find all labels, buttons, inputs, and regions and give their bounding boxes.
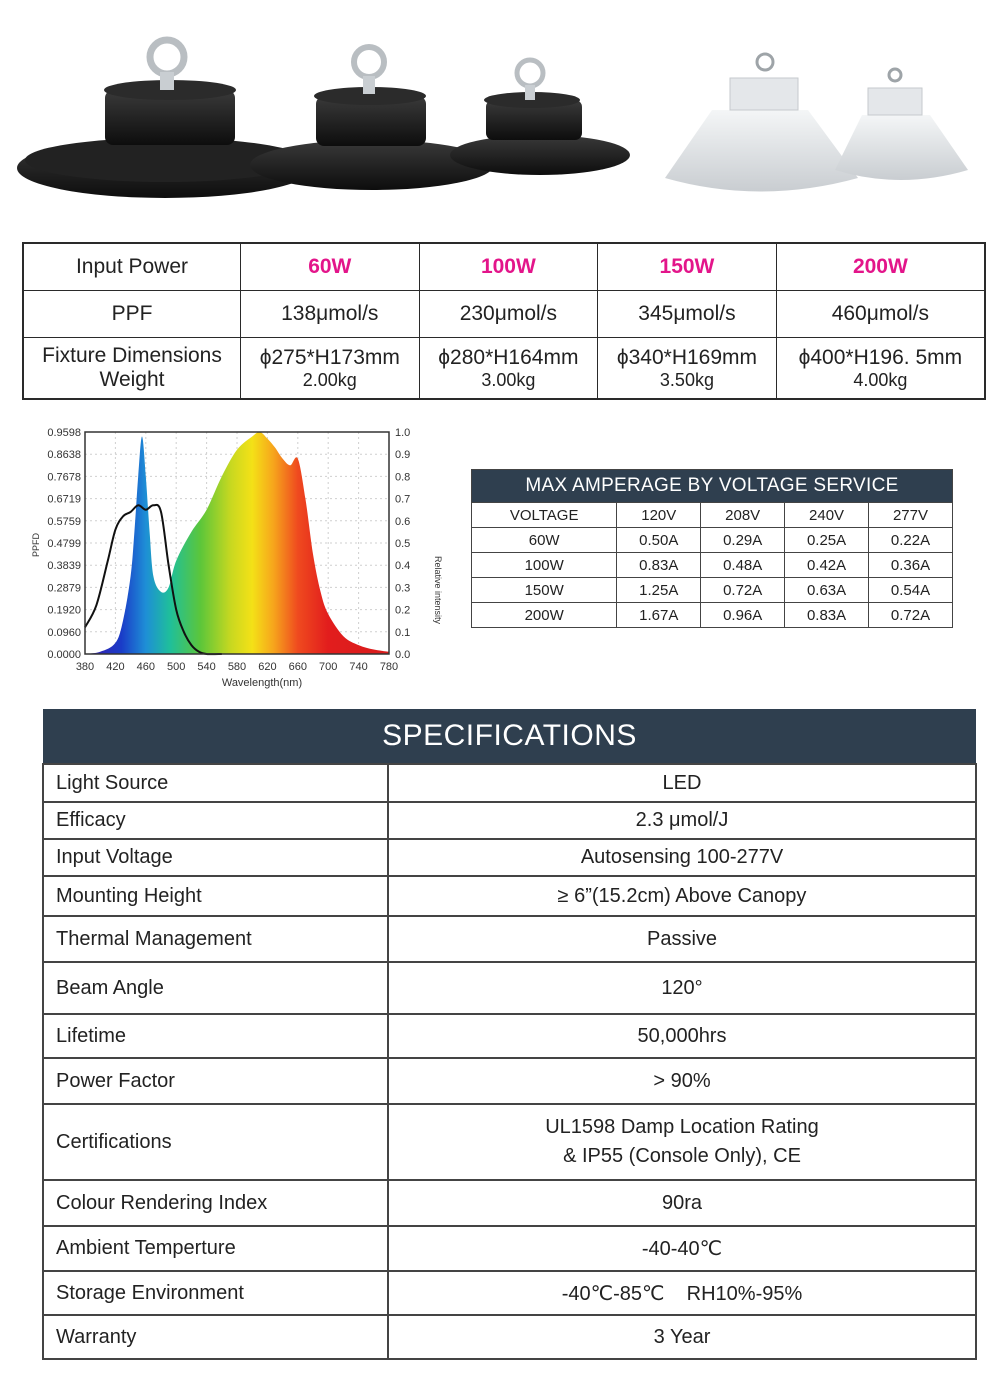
ufo-light-medium <box>250 47 494 190</box>
cert-line-2: & IP55 (Console Only), CE <box>563 1145 801 1167</box>
y2-tick-label: 0.3 <box>395 582 411 595</box>
spec-key: Input Voltage <box>43 839 388 876</box>
y-tick-label: 0.8638 <box>47 449 81 462</box>
spec-value: Autosensing 100-277V <box>388 839 976 876</box>
spec-value: 120° <box>388 962 976 1014</box>
spec-key: Efficacy <box>43 802 388 839</box>
spec-value <box>388 1104 976 1180</box>
dimension-value: ϕ275*H173mm <box>259 345 400 369</box>
spec-key: Colour Rendering Index <box>43 1180 388 1226</box>
amp-cell: 1.67A <box>617 603 701 628</box>
y2-tick-label: 0.8 <box>395 471 411 484</box>
table-row <box>43 1180 976 1226</box>
table-row <box>472 553 953 578</box>
spec-value: LED <box>388 764 976 802</box>
amp-header: VOLTAGE <box>472 503 617 528</box>
x-tick-label: 420 <box>106 661 125 673</box>
spec-key: Storage Environment <box>43 1271 388 1315</box>
amp-cell: 0.36A <box>869 553 953 578</box>
x-tick-label: 500 <box>167 661 186 673</box>
table-row <box>43 1014 976 1058</box>
watt-100: 100W <box>419 243 598 291</box>
amp-cell: 0.96A <box>701 603 785 628</box>
dimension-value: ϕ340*H169mm <box>616 345 758 369</box>
x-tick-label: 780 <box>379 661 399 673</box>
watt-200: 200W <box>776 243 985 291</box>
y2-tick-label: 0.9 <box>395 449 411 462</box>
ppf-150: 345μmol/s <box>598 291 777 338</box>
amp-header: 240V <box>785 503 869 528</box>
row-label-ppf: PPF <box>23 291 241 338</box>
row-label-input-power: Input Power <box>23 243 241 291</box>
amp-cell: 0.50A <box>617 528 701 553</box>
amp-cell: 0.72A <box>701 578 785 603</box>
spec-key: Certifications <box>43 1104 388 1180</box>
y2-tick-label: 1.0 <box>395 427 411 439</box>
y-tick-label: 0.2879 <box>47 582 81 595</box>
weight-value: 4.00kg <box>853 369 908 390</box>
y-tick-label: 0.9598 <box>47 427 81 439</box>
x-axis-label: Wavelength(nm) <box>221 677 303 689</box>
watt-150: 150W <box>598 243 777 291</box>
y-axis-right-ticks <box>395 427 410 661</box>
ppf-60: 138μmol/s <box>241 291 420 338</box>
amp-cell: 0.25A <box>785 528 869 553</box>
table-row <box>43 1058 976 1104</box>
amperage-header-row <box>472 503 953 528</box>
y2-tick-label: 0.6 <box>395 515 411 528</box>
amp-cell: 0.83A <box>617 553 701 578</box>
amperage-table <box>471 469 953 628</box>
dimension-value: ϕ400*H196. 5mm <box>798 345 963 369</box>
weight-value: 3.00kg <box>481 369 536 390</box>
table-row <box>43 1226 976 1271</box>
amp-cell: 0.83A <box>785 603 869 628</box>
product-photos <box>0 0 1000 225</box>
specifications-table <box>42 709 977 1360</box>
ufo-light-small <box>450 60 630 175</box>
table-row <box>43 764 976 802</box>
amp-cell: 0.29A <box>701 528 785 553</box>
amp-cell: 200W <box>472 603 617 628</box>
amp-cell: 150W <box>472 578 617 603</box>
weight-value: 2.00kg <box>302 369 357 390</box>
amp-header: 120V <box>617 503 701 528</box>
watt-60: 60W <box>241 243 420 291</box>
amp-header: 208V <box>701 503 785 528</box>
y2-tick-label: 0.2 <box>395 604 411 617</box>
y-tick-label: 0.7678 <box>47 471 81 484</box>
dim-200 <box>776 338 985 400</box>
reflector-light-large <box>665 54 858 192</box>
dimension-value: ϕ280*H164mm <box>438 345 579 369</box>
table-row <box>43 839 976 876</box>
spec-value: 2.3 μmol/J <box>388 802 976 839</box>
row-label-dimensions <box>23 338 241 400</box>
spectrum-chart <box>25 420 455 695</box>
amp-cell: 0.42A <box>785 553 869 578</box>
x-axis-ticks <box>76 661 398 673</box>
dim-60 <box>241 338 420 400</box>
spec-value: ≥ 6”(15.2cm) Above Canopy <box>388 876 976 916</box>
table-row <box>472 528 953 553</box>
spec-key: Warranty <box>43 1315 388 1359</box>
y-tick-label: 0.6719 <box>47 493 81 506</box>
amp-cell: 0.22A <box>869 528 953 553</box>
label-weight: Weight <box>99 368 165 391</box>
spec-key: Beam Angle <box>43 962 388 1014</box>
spec-key: Power Factor <box>43 1058 388 1104</box>
power-table <box>22 242 986 400</box>
y-tick-label: 0.1920 <box>47 604 81 617</box>
spec-value: -40-40℃ <box>388 1226 976 1271</box>
spec-value: 3 Year <box>388 1315 976 1359</box>
spec-key: Light Source <box>43 764 388 802</box>
amp-cell: 0.63A <box>785 578 869 603</box>
spec-value: > 90% <box>388 1058 976 1104</box>
y2-tick-label: 0.7 <box>395 493 411 506</box>
table-row <box>43 1315 976 1359</box>
y-axis-label: PPFD <box>31 532 41 558</box>
x-tick-label: 700 <box>319 661 338 673</box>
table-row <box>43 916 976 962</box>
table-row <box>43 876 976 916</box>
table-row <box>43 962 976 1014</box>
amp-cell: 60W <box>472 528 617 553</box>
spec-value: 90ra <box>388 1180 976 1226</box>
y2-axis-label: Relative intensity <box>433 555 443 625</box>
ppf-100: 230μmol/s <box>419 291 598 338</box>
y-tick-label: 0.4799 <box>47 538 81 550</box>
x-tick-label: 380 <box>75 661 95 673</box>
table-row <box>43 802 976 839</box>
y-tick-label: 0.0960 <box>47 626 81 639</box>
y-axis-left-ticks <box>47 427 81 661</box>
amp-cell: 0.54A <box>869 578 953 603</box>
spec-value: Passive <box>388 916 976 962</box>
spec-key: Thermal Management <box>43 916 388 962</box>
x-tick-label: 660 <box>288 661 307 673</box>
y2-tick-label: 0.0 <box>395 649 411 661</box>
amp-cell: 1.25A <box>617 578 701 603</box>
amp-cell: 100W <box>472 553 617 578</box>
spec-key: Ambient Temperture <box>43 1226 388 1271</box>
spec-value: -40℃-85℃ RH10%-95% <box>388 1271 976 1315</box>
amp-cell: 0.48A <box>701 553 785 578</box>
x-tick-label: 540 <box>197 661 216 673</box>
table-row <box>472 603 953 628</box>
amp-cell: 0.72A <box>869 603 953 628</box>
table-row <box>43 1271 976 1315</box>
ppf-200: 460μmol/s <box>776 291 985 338</box>
spec-key: Mounting Height <box>43 876 388 916</box>
table-row <box>43 1104 976 1180</box>
x-tick-label: 580 <box>227 661 247 673</box>
specifications-title: SPECIFICATIONS <box>43 709 976 764</box>
cert-line-1: UL1598 Damp Location Rating <box>545 1116 819 1138</box>
spec-value: 50,000hrs <box>388 1014 976 1058</box>
dim-100 <box>419 338 598 400</box>
amp-header: 277V <box>869 503 953 528</box>
y-tick-label: 0.5759 <box>47 515 81 528</box>
y2-tick-label: 0.1 <box>395 626 411 639</box>
y2-tick-label: 0.5 <box>395 538 411 550</box>
x-tick-label: 460 <box>136 661 155 673</box>
reflector-light-small <box>835 69 968 180</box>
dim-150 <box>598 338 777 400</box>
spec-key: Lifetime <box>43 1014 388 1058</box>
amperage-title: MAX AMPERAGE BY VOLTAGE SERVICE <box>472 470 953 503</box>
weight-value: 3.50kg <box>659 369 714 390</box>
y-tick-label: 0.3839 <box>47 560 81 573</box>
x-tick-label: 620 <box>258 661 277 673</box>
y2-tick-label: 0.4 <box>395 560 411 573</box>
y-tick-label: 0.0000 <box>47 649 81 661</box>
table-row <box>472 578 953 603</box>
label-fixture-dimensions: Fixture Dimensions <box>42 343 222 367</box>
x-tick-label: 740 <box>349 661 368 673</box>
